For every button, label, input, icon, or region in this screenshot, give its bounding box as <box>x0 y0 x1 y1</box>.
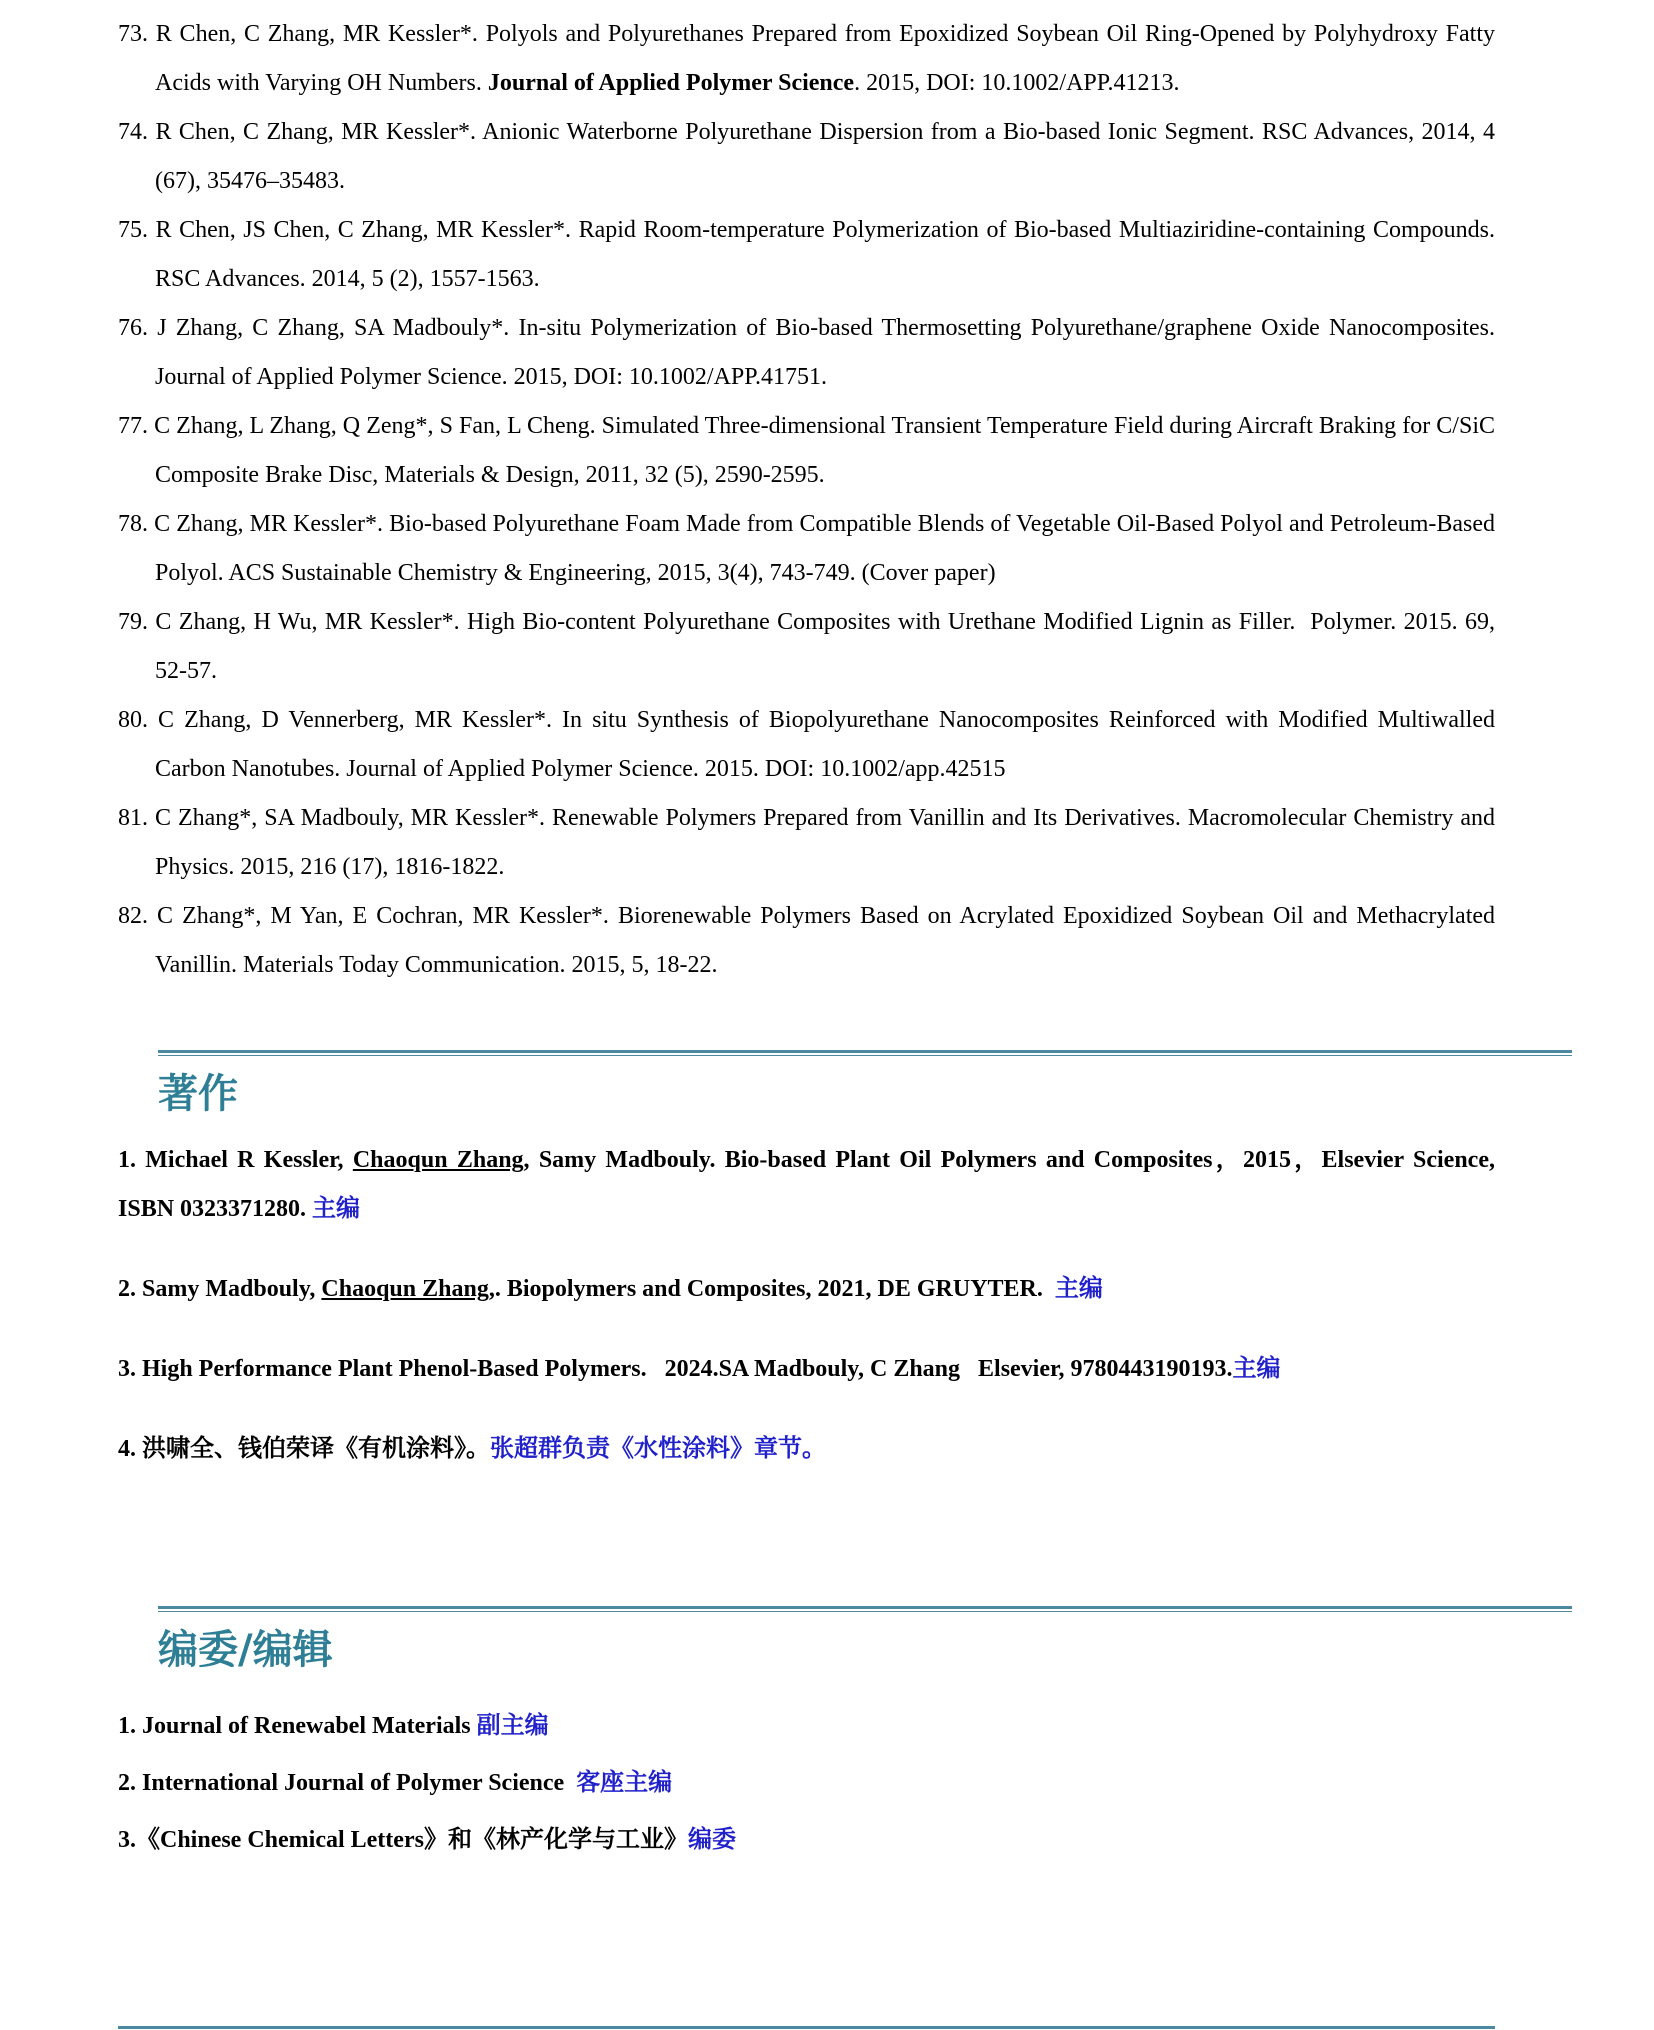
editorial-item <box>118 1759 1495 1808</box>
publication-item <box>118 304 1495 402</box>
publications-list <box>118 10 1495 990</box>
text-segment: C Zhang*, SA Madbouly, MR Kessler*. Renewable Polymers Prepared from Vanillin and Its Derivatives. Macromolecular Chemistry and Physics. 2015, 216 (17), 1816-1822. <box>154 805 1496 880</box>
role-label: 客座主编 <box>576 1770 673 1796</box>
books-section <box>118 1050 1495 1474</box>
books-section-title: 著作 <box>158 1071 238 1117</box>
publication-number: 79. <box>118 609 148 635</box>
underlined-author: Chaoqun Zhang <box>352 1147 524 1173</box>
role-label: 主编 <box>1232 1356 1281 1382</box>
editorial-section <box>118 1606 1495 1865</box>
editorial-section-title: 编委/编辑 <box>158 1627 333 1673</box>
book-item <box>118 1136 1495 1234</box>
publication-item <box>118 108 1495 206</box>
publication-number: 73. <box>118 21 148 47</box>
text-segment: Journal of Applied Polymer Science <box>487 70 855 96</box>
section-divider <box>158 1606 1572 1612</box>
publication-item <box>118 892 1495 990</box>
publication-number: 74. <box>118 119 148 145</box>
role-label: 张超群负责《水性涂料》章节。 <box>490 1436 826 1462</box>
text-segment: 2. Samy Madbouly, <box>118 1276 322 1302</box>
publication-item <box>118 598 1495 696</box>
publication-item <box>118 206 1495 304</box>
text-segment: ,. Biopolymers and Composites, 2021, DE GRUYTER. <box>488 1276 1055 1302</box>
publication-number: 78. <box>118 511 148 537</box>
text-segment: R Chen, C Zhang, MR Kessler*. Anionic Waterborne Polyurethane Dispersion from a Bio-based Ionic Segment. RSC Advances, 2014, 4 (67), 35476–35483. <box>155 119 1495 194</box>
text-segment: C Zhang*, M Yan, E Cochran, MR Kessler*. Biorenewable Polymers Based on Acrylated Epoxidized Soybean Oil and Methacrylated Vanillin. Materials Today Communication. 2015, 5, 18-22. <box>155 903 1496 978</box>
editorial-item <box>118 1702 1495 1751</box>
publication-item <box>118 500 1495 598</box>
book-item <box>118 1265 1495 1314</box>
publication-item <box>118 794 1495 892</box>
text-segment: 3. High Performance Plant Phenol-Based Polymers. 2024.SA Madbouly, C Zhang Elsevier, 9780443190193. <box>118 1356 1233 1382</box>
books-list <box>118 1136 1495 1474</box>
editorial-item <box>118 1816 1495 1865</box>
text-segment: 3.《Chinese Chemical Letters》和《林产化学与工业》 <box>118 1827 688 1853</box>
text-segment: 1. Michael R Kessler, <box>118 1147 353 1173</box>
publication-number: 80. <box>118 707 148 733</box>
editorial-list <box>118 1702 1495 1865</box>
publication-item <box>118 402 1495 500</box>
text-segment: C Zhang, H Wu, MR Kessler*. High Bio-content Polyurethane Composites with Urethane Modified Lignin as Filler. Polymer. 2015. 69, 52-57. <box>155 609 1496 684</box>
role-label: 编委 <box>687 1827 736 1853</box>
publication-number: 82. <box>118 903 148 929</box>
publication-number: 81. <box>118 805 148 831</box>
text-segment: . 2015, DOI: 10.1002/APP.41213. <box>854 70 1180 96</box>
text-segment: C Zhang, L Zhang, Q Zeng*, S Fan, L Cheng. Simulated Three-dimensional Transient Temperature Field during Aircraft Braking for C/SiC Composite Brake Disc, Materials & Design, 2011, 32 (5), 2590-2595. <box>154 413 1495 488</box>
role-label: 主编 <box>1054 1276 1103 1302</box>
role-label: 副主编 <box>476 1713 549 1739</box>
text-segment: , Samy Madbouly. Bio-based Plant Oil Polymers and Composites，2015，Elsevier Science, ISBN 0323371280. <box>118 1147 1495 1222</box>
text-segment: 4. 洪啸全、钱伯荣译《有机涂料》。 <box>118 1436 490 1462</box>
text-segment: 1. Journal of Renewabel Materials <box>118 1713 477 1739</box>
text-segment: C Zhang, D Vennerberg, MR Kessler*. In situ Synthesis of Biopolyurethane Nanocomposites Reinforced with Modified Multiwalled Carbon Nanotubes. Journal of Applied Polymer Science. 2015. DOI: 10.1002/app.42515 <box>155 707 1495 782</box>
text-segment: R Chen, JS Chen, C Zhang, MR Kessler*. Rapid Room-temperature Polymerization of Bio-based Multiaziridine-containing Compounds. RSC Advances. 2014, 5 (2), 1557-1563. <box>155 217 1495 292</box>
book-item <box>118 1425 1495 1474</box>
text-segment: C Zhang, MR Kessler*. Bio-based Polyurethane Foam Made from Compatible Blends of Vegetable Oil-Based Polyol and Petroleum-Based Polyol. ACS Sustainable Chemistry & Engineering, 2015, 3(4), 743-749. (Cover paper) <box>154 511 1496 586</box>
publication-number: 77. <box>118 413 148 439</box>
book-item <box>118 1345 1495 1394</box>
underlined-author: Chaoqun Zhang <box>321 1276 489 1302</box>
publication-item <box>118 10 1495 108</box>
page-bottom-divider <box>118 2026 1495 2029</box>
section-divider <box>158 1050 1572 1056</box>
publication-number: 76. <box>118 315 148 341</box>
text-segment: 2. International Journal of Polymer Science <box>118 1770 577 1796</box>
text-segment: J Zhang, C Zhang, SA Madbouly*. In-situ Polymerization of Bio-based Thermosetting Polyurethane/graphene Oxide Nanocomposites. Journal of Applied Polymer Science. 2015, DOI: 10.1002/APP.41751. <box>155 315 1496 390</box>
role-label: 主编 <box>312 1196 361 1222</box>
text-segment: R Chen, C Zhang, MR Kessler*. Polyols and Polyurethanes Prepared from Epoxidized Soybean Oil Ring-Opened by Polyhydroxy Fatty Acids with Varying OH Numbers. <box>155 21 1496 96</box>
publication-item <box>118 696 1495 794</box>
publication-number: 75. <box>118 217 148 243</box>
